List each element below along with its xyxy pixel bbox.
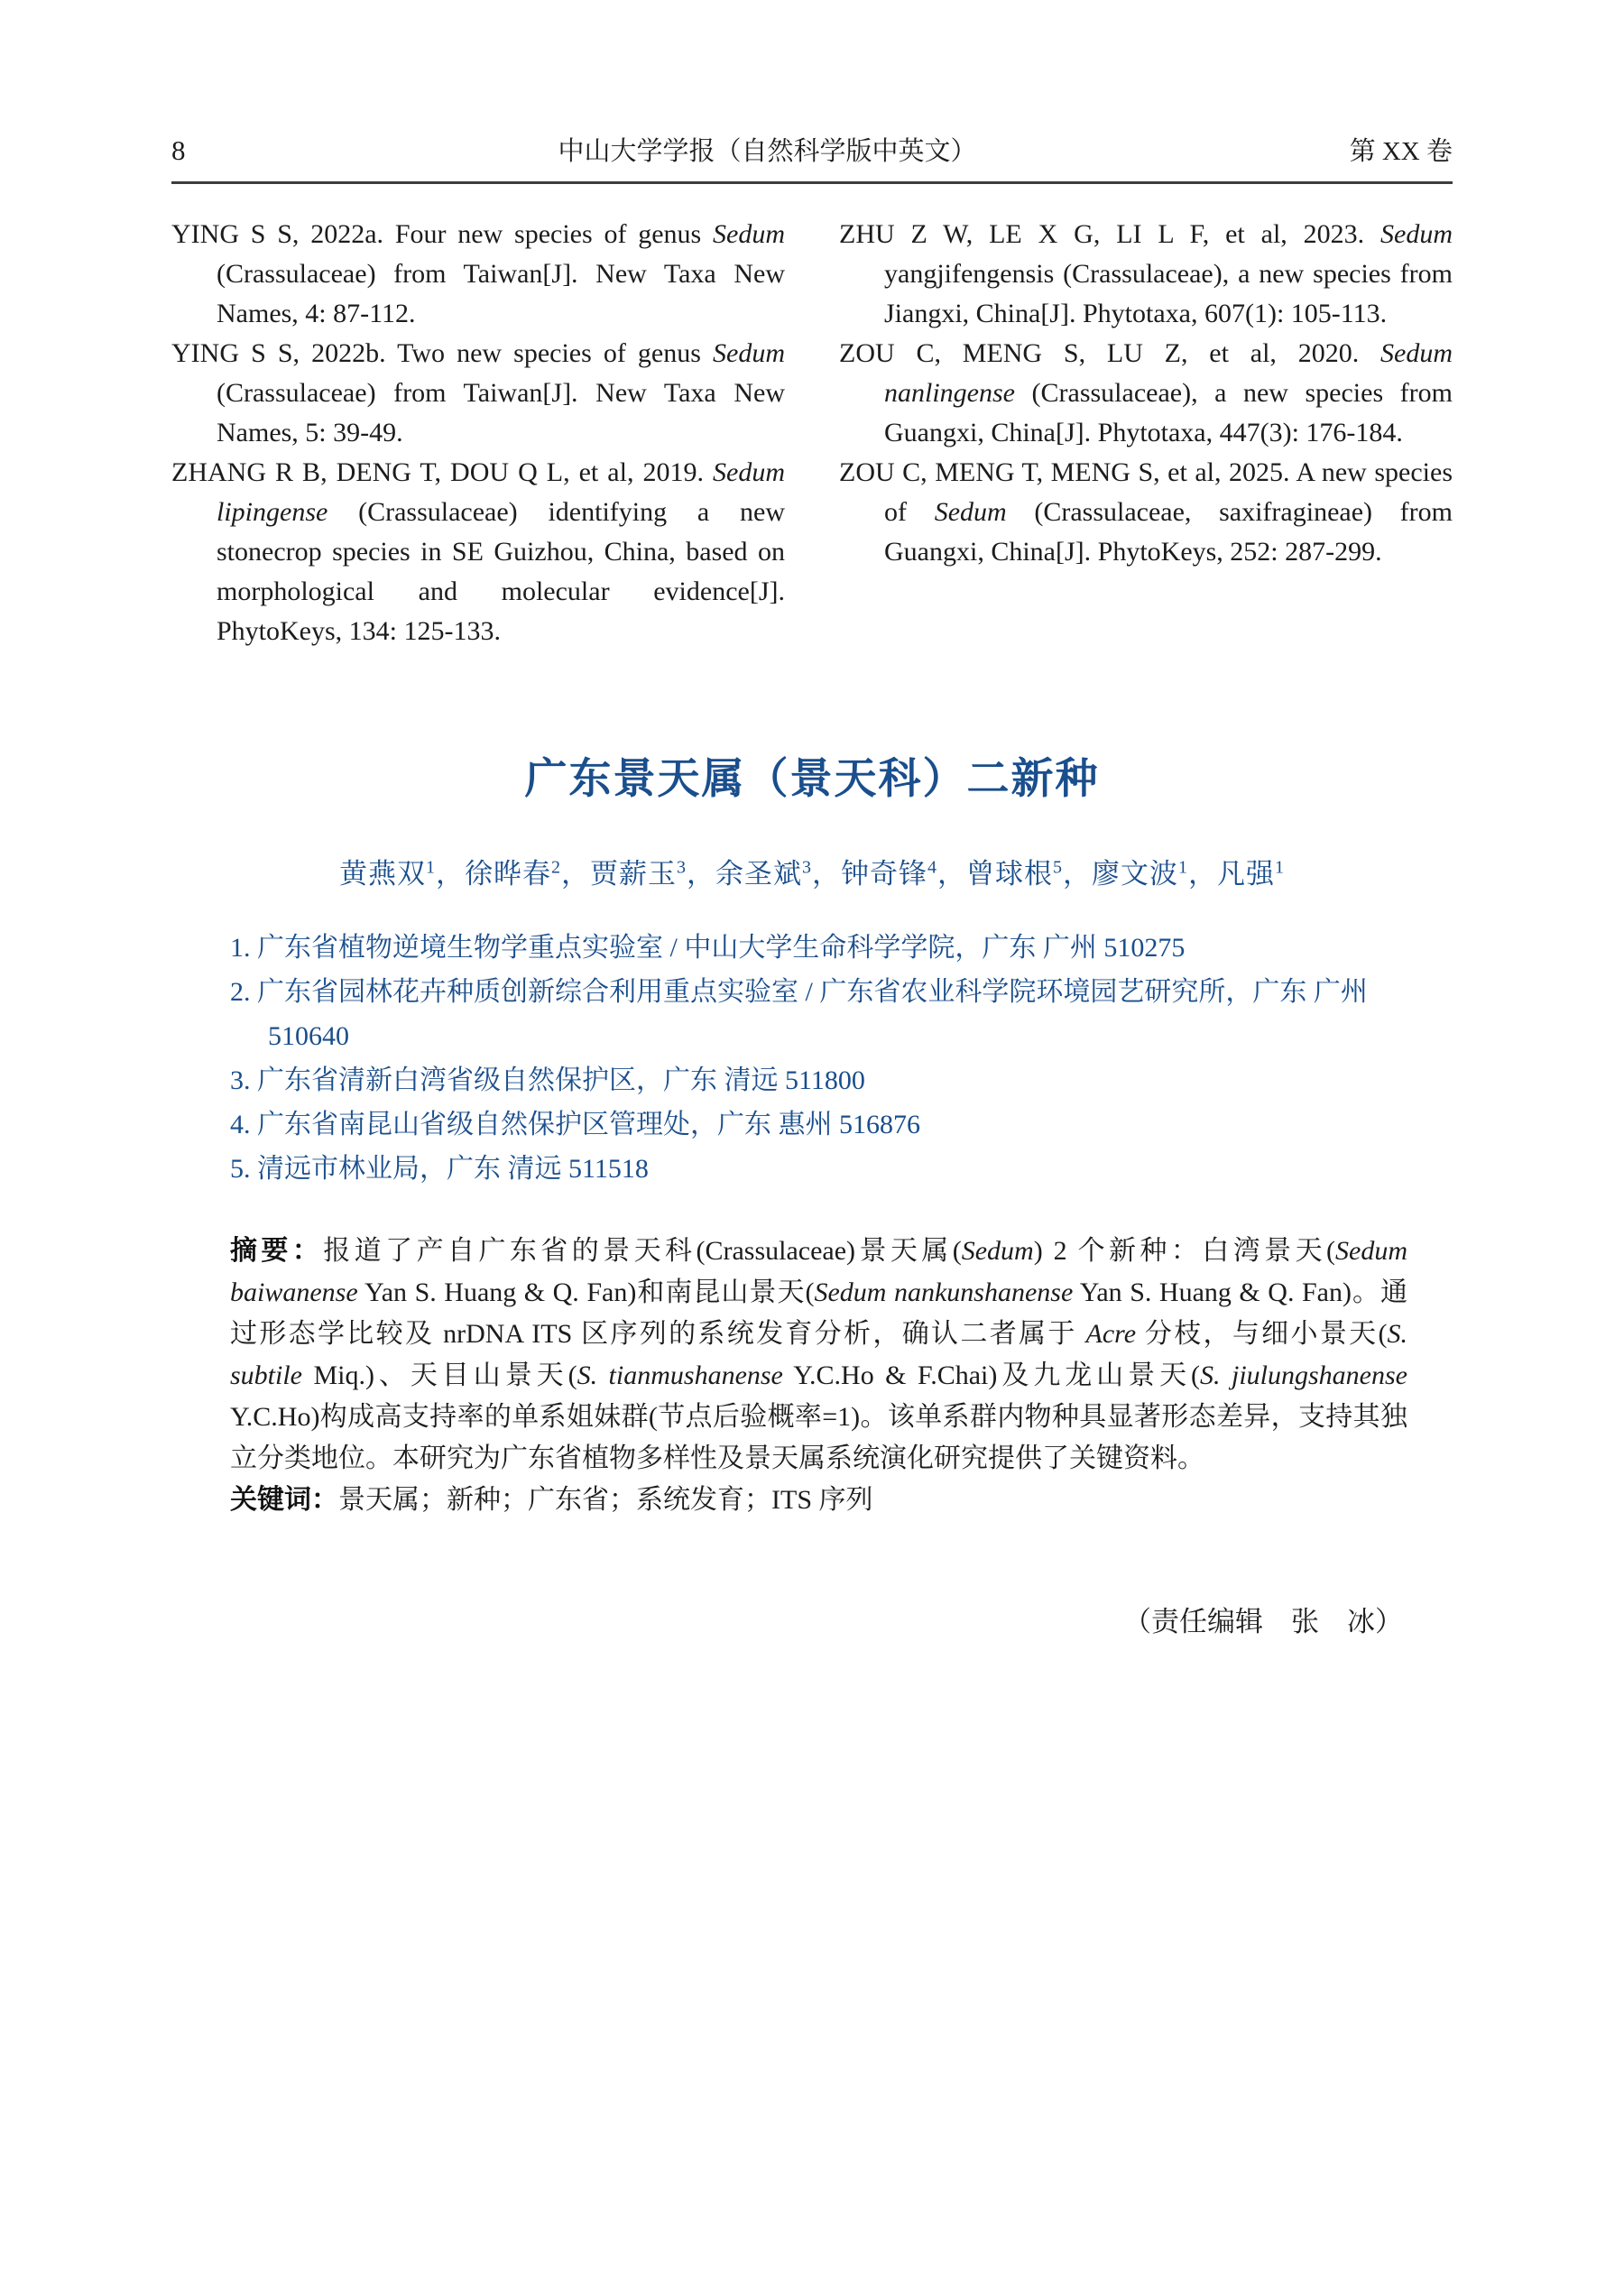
affiliation-item: 3. 广东省清新白湾省级自然保护区，广东 清远 511800	[230, 1065, 865, 1095]
references-column-left	[171, 215, 785, 651]
authors-line: 黄燕双$^1$，徐晔春$^2$，贾薪玉$^3$，余圣斌$^3$，钟奇锋$^4$，曾球根$^5$，廖文波$^1$，凡强$^1$	[339, 857, 1285, 890]
journal-title: 中山大学学报（自然科学版中英文）	[558, 137, 977, 166]
reference-entry: ZOU C, MENG T, MENG S, et al, 2025. A new species of Sedum (Crassulaceae, saxifragineae) from Guangxi, China[J]. PhytoKeys, 252: 287-299.	[839, 457, 1453, 567]
editor-note: （责任编辑 张 冰）	[1123, 1606, 1403, 1637]
reference-entry: YING S S, 2022b. Two new species of genus Sedum (Crassulaceae) from Taiwan[J]. New Taxa New Names, 5: 39-49.	[171, 338, 785, 447]
reference-entry: ZOU C, MENG S, LU Z, et al, 2020. Sedum nanlingense (Crassulaceae), a new species from Guangxi, China[J]. Phytotaxa, 447(3): 176-184.	[839, 338, 1453, 447]
affiliations-list	[171, 926, 1453, 1191]
affiliation-item: 4. 广东省南昆山省级自然保护区管理处，广东 惠州 516876	[230, 1110, 920, 1139]
running-header	[171, 0, 1453, 167]
reference-entry: ZHU Z W, LE X G, LI L F, et al, 2023. Sedum yangjifengensis (Crassulaceae), a new species from Jiangxi, China[J]. Phytotaxa, 607(1): 105-113.	[839, 219, 1453, 328]
header-rule	[171, 181, 1453, 184]
abstract-text: 报道了产自广东省的景天科(Crassulaceae)景天属(Sedum) 2 个新种：白湾景天(Sedum baiwanense Yan S. Huang & Q. Fan)和南昆山景天(Sedum nankunshanense Yan S. Huang & Q. Fan)。通过形态学比较及 nrDNA ITS 区序列的系统发育分析，确认二者属于 Acre 分枝，与细小景天(S. subtile Miq.)、天目山景天(S. tianmushanense Y.C.Ho & F.Chai)及九龙山景天(S. jiulungshanense Y.C.Ho)构成高支持率的单系姐妹群(节点后验概率=1)。该单系群内物种具显著形态差异，支持其独立分类地位。本研究为广东省植物多样性及景天属系统演化研究提供了关键资料。	[230, 1236, 1408, 1473]
article-title: 广东景天属（景天科）二新种	[524, 754, 1100, 802]
volume-label: 第 XX 卷	[1349, 137, 1453, 166]
affiliation-item: 2. 广东省园林花卉种质创新综合利用重点实验室 / 广东省农业科学院环境园艺研究所，广东 广州 510640	[230, 977, 1368, 1051]
keywords-line	[230, 1480, 1407, 1521]
references-column-right	[839, 215, 1453, 651]
abstract-label: 摘要：	[230, 1236, 324, 1266]
reference-entry: YING S S, 2022a. Four new species of genus Sedum (Crassulaceae) from Taiwan[J]. New Taxa New Names, 4: 87-112.	[171, 219, 785, 328]
keywords-text: 景天属；新种；广东省；系统发育；ITS 序列	[338, 1485, 873, 1515]
affiliation-item: 1. 广东省植物逆境生物学重点实验室 / 中山大学生命科学学院，广东 广州 510275	[230, 933, 1186, 963]
reference-entry: ZHANG R B, DENG T, DOU Q L, et al, 2019. Sedum lipingense (Crassulaceae) identifying a new stonecrop species in SE Guizhou, China, based on morphological and molecular evidence[J]. PhytoKeys, 134: 125-133.	[171, 457, 785, 646]
references-section	[171, 215, 1453, 651]
keywords-label: 关键词：	[230, 1485, 338, 1515]
affiliation-item: 5. 清远市林业局，广东 清远 511518	[230, 1154, 649, 1184]
abstract-paragraph	[230, 1231, 1407, 1480]
page-number: 8	[171, 134, 186, 166]
